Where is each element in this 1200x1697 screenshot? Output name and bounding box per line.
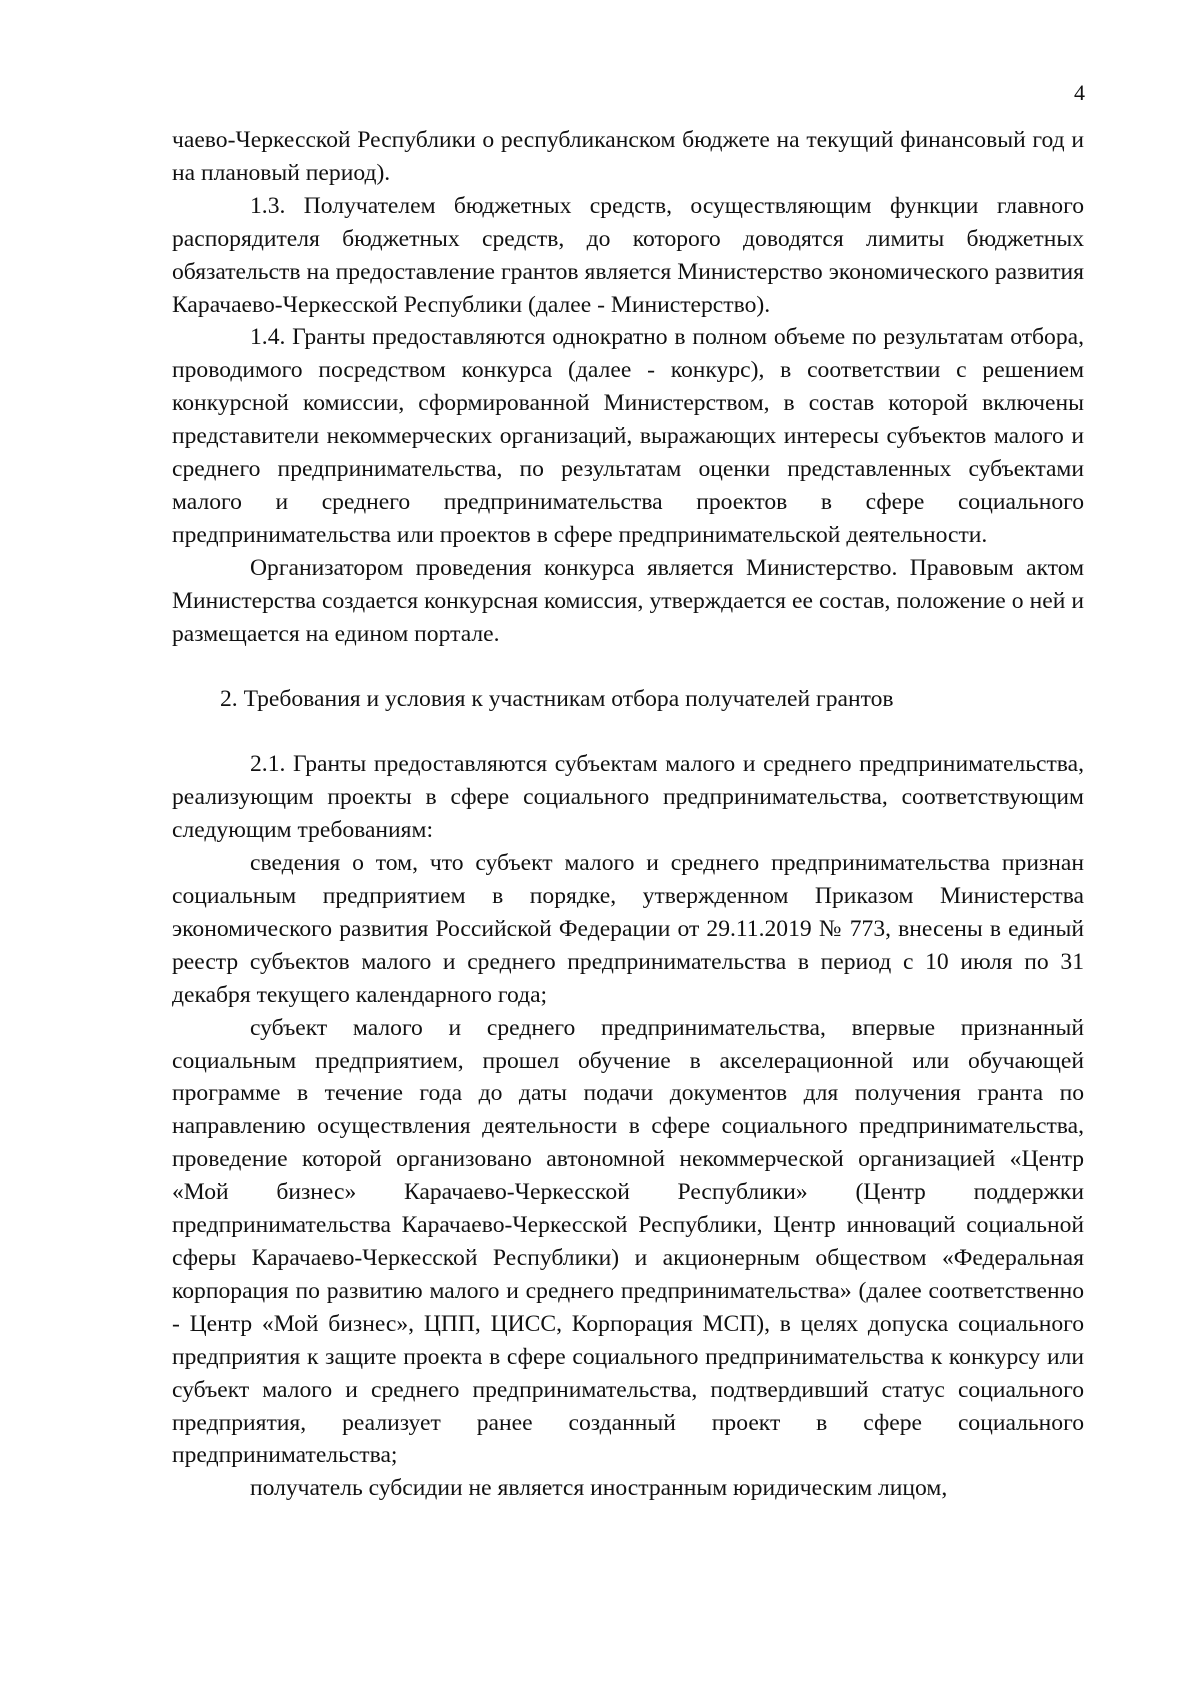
paragraph-1-3: 1.3. Получателем бюджетных средств, осуществляющим функции главного распорядителя бюджетных средств, до которого доводятся лимиты бюджетных обязательств на предоставление грантов является Министерство экономического развития Карачаево-Черкесской Республики (далее - Министерство). (172, 192, 1084, 318)
paragraph-requirement-foreign: получатель субсидии не является иностранным юридическим лицом, (250, 1475, 948, 1502)
paragraph-budget-continuation: чаево-Черкесской Республики о республиканском бюджете на текущий финансовый год и на плановый период). (172, 127, 1084, 186)
paragraph-2-1: 2.1. Гранты предоставляются субъектам малого и среднего предпринимательства, реализующим проекты в сфере социального предпринимательства, соответствующим следующим требованиям: (172, 751, 1084, 844)
paragraph-requirement-registry: сведения о том, что субъект малого и среднего предпринимательства признан социальным предприятием в порядке, утвержденном Приказом Министерства экономического развития Российской Федерации от 29.11.2019 № 773, внесены в единый реестр субъектов малого и среднего предпринимательства в период с 10 июля по 31 декабря текущего календарного года; (172, 850, 1084, 1008)
page-number: 4 (1074, 80, 1085, 105)
paragraph-requirement-training: субъект малого и среднего предпринимательства, впервые признанный социальным предприятием, прошел обучение в акселерационной или обучающей программе в течение года до даты подачи документов для получения гранта по направлению осуществления деятельности в сфере социального предпринимательства, проведение которой организовано автономной некоммерческой организацией «Центр «Мой бизнес» Карачаево-Черкесской Республики» (Центр поддержки предпринимательства Карачаево-Черкесской Республики, Центр инноваций социальной сферы Карачаево-Черкесской Республики) и акционерным обществом «Федеральная корпорация по развитию малого и среднего предпринимательства» (далее соответственно - Центр «Мой бизнес», ЦПП, ЦИСС, Корпорация МСП), в целях допуска социального предприятия к защите проекта в сфере социального предпринимательства к конкурсу или субъект малого и среднего предпринимательства, подтвердивший статус социального предприятия, реализует ранее созданный проект в сфере социального предпринимательства; (172, 1014, 1084, 1469)
paragraph-1-4: 1.4. Гранты предоставляются однократно в полном объеме по результатам отбора, проводимого посредством конкурса (далее - конкурс), в соответствии с решением конкурсной комиссии, сформированной Министерством, в состав которой включены представители некоммерческих организаций, выражающих интересы субъектов малого и среднего предпринимательства, по результатам оценки представленных субъектами малого и среднего предпринимательства проектов в сфере социального предпринимательства или проектов в сфере предпринимательской деятельности. (172, 324, 1084, 548)
document-body (172, 124, 1084, 1505)
section-title-2: 2. Требования и условия к участникам отбора получателей грантов (220, 685, 894, 712)
paragraph-organizer: Организатором проведения конкурса является Министерство. Правовым актом Министерства создается конкурсная комиссия, утверждается ее состав, положение о ней и размещается на едином портале. (172, 554, 1084, 647)
